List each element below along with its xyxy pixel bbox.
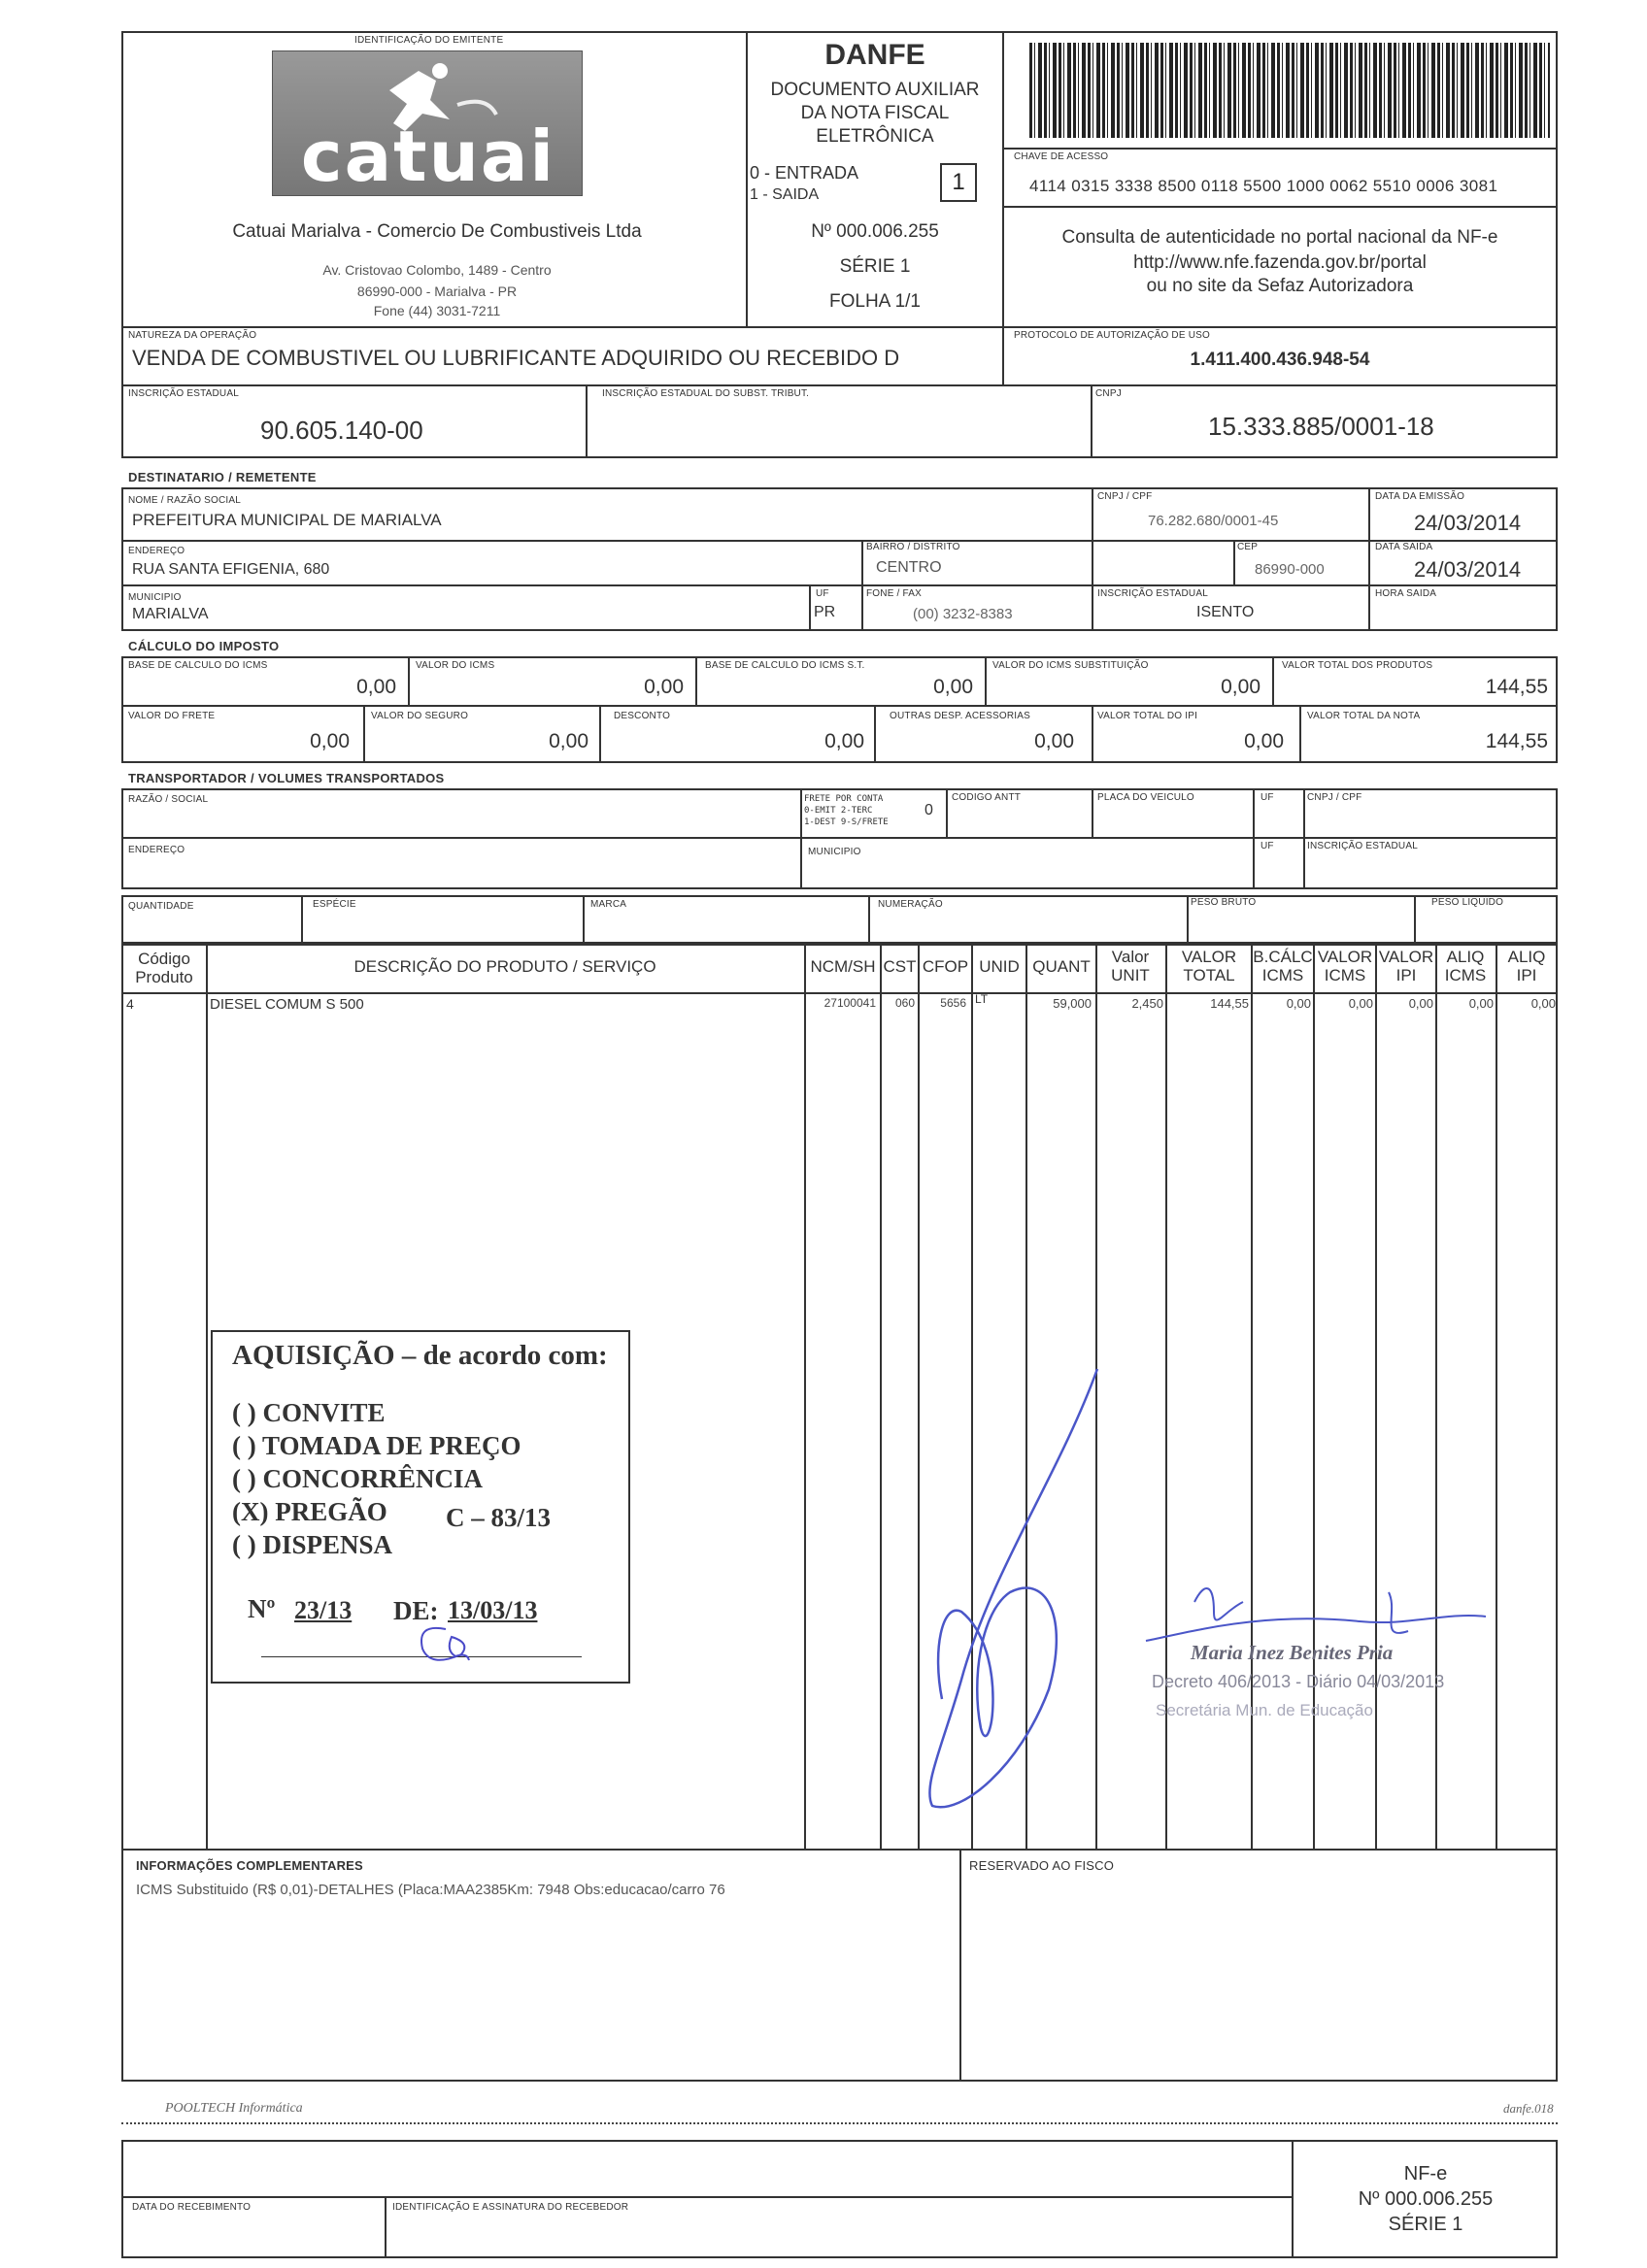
destinatario-box bbox=[121, 487, 1558, 631]
dest-saida: 24/03/2014 bbox=[1414, 557, 1522, 582]
canhoto-serie: SÉRIE 1 bbox=[1388, 2214, 1463, 2235]
dest-cnpj-label: CNPJ / CPF bbox=[1097, 491, 1153, 502]
danfe-serie: SÉRIE 1 bbox=[839, 256, 911, 277]
imp-v8 bbox=[1092, 705, 1093, 763]
stamp-num: 23/13 bbox=[294, 1596, 353, 1624]
prod-col-cst bbox=[880, 944, 882, 1851]
row-aicms: 0,00 bbox=[1468, 996, 1494, 1011]
danfe-folha: FOLHA 1/1 bbox=[829, 291, 921, 312]
barcode bbox=[1029, 43, 1550, 138]
consulta-line2: http://www.nfe.fazenda.gov.br/portal bbox=[1133, 252, 1427, 273]
natureza-label: NATUREZA DA OPERAÇÃO bbox=[128, 330, 257, 341]
dest-ie-label: INSCRIÇÃO ESTADUAL bbox=[1097, 588, 1208, 599]
stamp-title: AQUISIÇÃO – de acordo com: bbox=[232, 1340, 608, 1371]
row-vunit: 2,450 bbox=[1131, 996, 1163, 1011]
transp-v1 bbox=[800, 788, 802, 889]
hdr-aipi: ALIQ IPI bbox=[1507, 948, 1546, 984]
imposto-line bbox=[121, 705, 1558, 707]
hdr-descricao: DESCRIÇÃO DO PRODUTO / SERVIÇO bbox=[353, 957, 656, 976]
hdr-vicms: VALOR ICMS bbox=[1317, 948, 1373, 984]
transp-v4 bbox=[1253, 788, 1255, 889]
row-cst: 060 bbox=[894, 996, 915, 1010]
imp-total-nota-label: VALOR TOTAL DA NOTA bbox=[1307, 711, 1421, 721]
hdr-unid: UNID bbox=[979, 957, 1020, 976]
imp-v5 bbox=[363, 705, 365, 763]
danfe-saida: 1 - SAIDA bbox=[750, 186, 820, 203]
canhoto-line bbox=[121, 2196, 1292, 2198]
dest-emissao-label: DATA DA EMISSÃO bbox=[1375, 491, 1465, 502]
transp-ie-label: INSCRIÇÃO ESTADUAL bbox=[1307, 841, 1418, 851]
consulta-line3: ou no site da Sefaz Autorizadora bbox=[1146, 276, 1414, 296]
company-logo bbox=[272, 50, 583, 196]
imp-icms-st: 0,00 bbox=[1221, 676, 1260, 698]
danfe-sub3: ELETRÔNICA bbox=[816, 126, 934, 147]
canhoto-nfe: NF-e bbox=[1403, 2163, 1448, 2185]
secretary-decreto: Decreto 406/2013 - Diário 04/03/2013 bbox=[1152, 1672, 1445, 1691]
transp-v5 bbox=[1303, 788, 1305, 889]
natureza-value: VENDA DE COMBUSTIVEL OU LUBRIFICANTE ADQUIRIDO OU RECEBIDO D bbox=[132, 346, 900, 370]
danfe-numero: Nº 000.006.255 bbox=[811, 221, 939, 242]
stamp-opt2: ( ) TOMADA DE PREÇO bbox=[232, 1431, 521, 1460]
dest-emissao: 24/03/2014 bbox=[1414, 511, 1522, 535]
dest-nome: PREFEITURA MUNICIPAL DE MARIALVA bbox=[132, 511, 442, 529]
hdr-quant: QUANT bbox=[1032, 957, 1091, 976]
vol-marca-label: MARCA bbox=[590, 899, 627, 910]
transp-endereco-label: ENDEREÇO bbox=[128, 845, 185, 855]
transp-v2 bbox=[946, 788, 948, 837]
canhoto-numero: Nº 000.006.255 bbox=[1358, 2188, 1494, 2210]
logo-text: catuai bbox=[300, 116, 556, 197]
dest-municipio: MARIALVA bbox=[132, 606, 209, 622]
prod-header-line bbox=[121, 992, 1558, 994]
dest-cep: 86990-000 bbox=[1255, 561, 1325, 578]
row-vtotal: 144,55 bbox=[1210, 996, 1249, 1011]
emitente-label: IDENTIFICAÇÃO DO EMITENTE bbox=[354, 35, 504, 46]
vol-numeracao-label: NUMERAÇÃO bbox=[878, 899, 943, 910]
consulta-line1: Consulta de autenticidade no portal nacional da NF-e bbox=[1061, 227, 1498, 248]
imposto-title: CÁLCULO DO IMPOSTO bbox=[128, 639, 280, 653]
imp-icms-st-label: VALOR DO ICMS SUBSTITUIÇÃO bbox=[992, 660, 1149, 671]
transp-municipio-label: MUNICIPIO bbox=[808, 847, 861, 857]
danfe-sub2: DA NOTA FISCAL bbox=[800, 103, 950, 123]
imp-icms-label: VALOR DO ICMS bbox=[416, 660, 495, 671]
dest-endereco-label: ENDEREÇO bbox=[128, 546, 185, 556]
dest-endereco: RUA SANTA EFIGENIA, 680 bbox=[132, 561, 330, 578]
vol-peso-bruto-label: PESO BRUTO bbox=[1191, 897, 1257, 908]
footer-software: POOLTECH Informática bbox=[165, 2101, 303, 2116]
hdr-cst: CST bbox=[883, 957, 917, 976]
imp-desconto-label: DESCONTO bbox=[614, 711, 671, 721]
vol-v1 bbox=[301, 895, 303, 944]
row-vipi: 0,00 bbox=[1408, 996, 1433, 1011]
chave-value: 4114 0315 3338 8500 0118 5500 1000 0062 5510 0006 3081 bbox=[1029, 177, 1498, 195]
stamp-num-prefix: Nº bbox=[248, 1594, 276, 1623]
imp-v6 bbox=[599, 705, 601, 763]
transp-placa-label: PLACA DO VEICULO bbox=[1097, 792, 1194, 803]
chave-label: CHAVE DE ACESSO bbox=[1014, 151, 1109, 162]
transp-antt-label: CODIGO ANTT bbox=[952, 792, 1022, 803]
imp-v2 bbox=[695, 656, 697, 705]
dest-uf: PR bbox=[814, 604, 836, 620]
prod-col-aipi bbox=[1496, 944, 1497, 1851]
vol-v3 bbox=[868, 895, 870, 944]
vol-peso-liquido-label: PESO LIQUIDO bbox=[1431, 897, 1504, 908]
cnpj-value: 15.333.885/0001-18 bbox=[1208, 412, 1434, 441]
dest-vline-cnpj bbox=[1092, 487, 1093, 631]
dest-line2 bbox=[121, 584, 1558, 586]
dest-saida-label: DATA SAIDA bbox=[1375, 542, 1433, 552]
dest-municipio-label: MUNICIPIO bbox=[128, 592, 182, 603]
dest-cep-label: CEP bbox=[1237, 542, 1259, 552]
hdr-cfop: CFOP bbox=[922, 957, 969, 976]
transp-cnpj-label: CNPJ / CPF bbox=[1307, 792, 1362, 803]
stamp-opt1: ( ) CONVITE bbox=[232, 1398, 386, 1427]
dest-vline-uf bbox=[809, 584, 811, 631]
imp-v4 bbox=[1272, 656, 1274, 705]
dest-fone-label: FONE / FAX bbox=[866, 588, 923, 599]
dest-vline-date bbox=[1368, 487, 1370, 631]
row-quant: 59,000 bbox=[1053, 996, 1092, 1011]
prod-col-desc bbox=[206, 944, 208, 1851]
transp-v3 bbox=[1092, 788, 1093, 837]
prod-col-aicms bbox=[1435, 944, 1437, 1851]
row-bcalc: 0,00 bbox=[1286, 996, 1311, 1011]
imp-seguro: 0,00 bbox=[549, 730, 588, 752]
emitente-address2: 86990-000 - Marialva - PR bbox=[356, 284, 518, 299]
imp-total-nota: 144,55 bbox=[1485, 730, 1548, 752]
vol-v4 bbox=[1187, 895, 1189, 944]
dest-vline-cep bbox=[1233, 540, 1235, 584]
dest-bairro: CENTRO bbox=[876, 559, 942, 576]
stamp-opt3: ( ) CONCORRÊNCIA bbox=[232, 1464, 483, 1493]
ie-subst-label: INSCRIÇÃO ESTADUAL DO SUBST. TRIBUT. bbox=[602, 388, 810, 399]
transp-frete-value: 0 bbox=[924, 802, 933, 818]
transp-uf-label: UF bbox=[1260, 792, 1274, 803]
info-label: INFORMAÇÕES COMPLEMENTARES bbox=[136, 1858, 363, 1873]
row-descricao: DIESEL COMUM S 500 bbox=[210, 996, 364, 1013]
imp-bc-icms: 0,00 bbox=[356, 676, 396, 698]
canhoto-v1 bbox=[385, 2196, 387, 2258]
row-ncm: 27100041 bbox=[824, 996, 876, 1010]
canhoto-ident-label: IDENTIFICAÇÃO E ASSINATURA DO RECEBEDOR bbox=[392, 2202, 629, 2213]
imp-frete-label: VALOR DO FRETE bbox=[128, 711, 216, 721]
hdr-bcalc: B.CÁLC ICMS bbox=[1253, 948, 1313, 984]
cut-line bbox=[121, 2122, 1558, 2124]
stamp-opt4: (X) PREGÃO bbox=[232, 1497, 387, 1526]
aquisicao-stamp bbox=[211, 1330, 630, 1684]
imp-outras: 0,00 bbox=[1034, 730, 1074, 752]
transp-frete-l3: 1-DEST 9-S/FRETE bbox=[804, 817, 889, 827]
vol-v2 bbox=[583, 895, 585, 944]
stamp-de-prefix: DE: bbox=[393, 1596, 439, 1625]
transp-razao-label: RAZÃO / SOCIAL bbox=[128, 794, 209, 805]
imp-bc-st-label: BASE DE CALCULO DO ICMS S.T. bbox=[705, 660, 865, 671]
imp-ipi-label: VALOR TOTAL DO IPI bbox=[1097, 711, 1198, 721]
imp-v3 bbox=[985, 656, 987, 705]
transportador-title: TRANSPORTADOR / VOLUMES TRANSPORTADOS bbox=[128, 771, 445, 785]
hdr-vunit: Valor UNIT bbox=[1111, 948, 1150, 984]
imp-v7 bbox=[874, 705, 876, 763]
imp-frete: 0,00 bbox=[310, 730, 350, 752]
danfe-tipo-box: 1 bbox=[940, 163, 977, 202]
hdr-ncm: NCM/SH bbox=[810, 957, 876, 976]
transp-frete-l2: 0-EMIT 2-TERC bbox=[804, 806, 873, 816]
imp-desconto: 0,00 bbox=[824, 730, 864, 752]
imp-ipi: 0,00 bbox=[1244, 730, 1284, 752]
danfe-title: DANFE bbox=[824, 39, 925, 71]
imp-bc-icms-label: BASE DE CALCULO DO ICMS bbox=[128, 660, 268, 671]
hdr-vipi: VALOR IPI bbox=[1378, 948, 1434, 984]
info-text: ICMS Substituido (R$ 0,01)-DETALHES (Placa:MAA2385Km: 7948 Obs:educacao/carro 76 bbox=[136, 1882, 725, 1898]
imp-seguro-label: VALOR DO SEGURO bbox=[371, 711, 469, 721]
hdr-codigo: Código Produto bbox=[135, 950, 193, 986]
dest-vline-bairro bbox=[861, 540, 863, 631]
ie-value: 90.605.140-00 bbox=[260, 416, 423, 445]
row-codigo: 4 bbox=[126, 996, 134, 1012]
cnpj-label: CNPJ bbox=[1095, 388, 1122, 399]
imp-v9 bbox=[1299, 705, 1301, 763]
transp-line bbox=[121, 837, 1558, 839]
imp-icms: 0,00 bbox=[644, 676, 684, 698]
stamp-opt5: ( ) DISPENSA bbox=[232, 1530, 393, 1559]
transp-frete-l1: FRETE POR CONTA bbox=[804, 794, 884, 804]
emitente-phone: Fone (44) 3031-7211 bbox=[373, 303, 501, 318]
destinatario-title: DESTINATARIO / REMETENTE bbox=[128, 470, 317, 484]
stamp-opt4-code: C – 83/13 bbox=[446, 1503, 551, 1532]
secretary-name: Maria Inez Benites Pria bbox=[1191, 1641, 1394, 1664]
hdr-aicms: ALIQ ICMS bbox=[1444, 948, 1487, 984]
danfe-entrada: 0 - ENTRADA bbox=[750, 163, 859, 183]
danfe-sub1: DOCUMENTO AUXILIAR bbox=[770, 80, 980, 100]
imp-total-prod-label: VALOR TOTAL DOS PRODUTOS bbox=[1282, 660, 1433, 671]
imp-bc-st: 0,00 bbox=[933, 676, 973, 698]
dest-ie: ISENTO bbox=[1196, 604, 1255, 620]
imp-v1 bbox=[408, 656, 410, 705]
row-unid: LT bbox=[975, 992, 989, 1006]
vol-quantidade-label: QUANTIDADE bbox=[128, 901, 194, 912]
imp-outras-label: OUTRAS DESP. ACESSORIAS bbox=[890, 711, 1031, 721]
protocolo-label: PROTOCOLO DE AUTORIZAÇÃO DE USO bbox=[1014, 330, 1210, 341]
fisco-label: RESERVADO AO FISCO bbox=[969, 1858, 1115, 1873]
row-aipi: 0,00 bbox=[1530, 996, 1556, 1011]
footer-code: danfe.018 bbox=[1503, 2101, 1554, 2116]
dest-nome-label: NOME / RAZÃO SOCIAL bbox=[128, 495, 242, 506]
dest-fone: (00) 3232-8383 bbox=[913, 606, 1013, 622]
ie-label: INSCRIÇÃO ESTADUAL bbox=[128, 388, 239, 399]
vol-v5 bbox=[1414, 895, 1416, 944]
emitente-name: Catuai Marialva - Comercio De Combustiveis Ltda bbox=[232, 221, 642, 242]
row-vicms: 0,00 bbox=[1348, 996, 1373, 1011]
secretary-cargo: Secretária Mun. de Educação bbox=[1156, 1701, 1373, 1719]
prod-col-vipi bbox=[1375, 944, 1377, 1851]
canhoto-data-label: DATA DO RECEBIMENTO bbox=[132, 2202, 252, 2213]
transp-uf2-label: UF bbox=[1260, 841, 1274, 851]
fisco-box bbox=[959, 1849, 1558, 2082]
stamp-initials-icon bbox=[407, 1619, 485, 1668]
protocolo-value: 1.411.400.436.948-54 bbox=[1190, 350, 1370, 370]
vol-especie-label: ESPÉCIE bbox=[313, 899, 356, 910]
dest-line1 bbox=[121, 540, 1558, 542]
row-cfop: 5656 bbox=[940, 996, 966, 1010]
dest-cnpj: 76.282.680/0001-45 bbox=[1148, 513, 1279, 529]
dest-hora-label: HORA SAIDA bbox=[1375, 588, 1437, 599]
imp-total-prod: 144,55 bbox=[1485, 676, 1548, 698]
dest-uf-label: UF bbox=[816, 588, 829, 599]
dest-bairro-label: BAIRRO / DISTRITO bbox=[866, 542, 960, 552]
prod-col-ncm bbox=[804, 944, 806, 1851]
emitente-address1: Av. Cristovao Colombo, 1489 - Centro bbox=[322, 262, 552, 278]
stamp-de: 13/03/13 bbox=[448, 1596, 538, 1624]
hdr-vtotal: VALOR TOTAL bbox=[1181, 948, 1237, 984]
